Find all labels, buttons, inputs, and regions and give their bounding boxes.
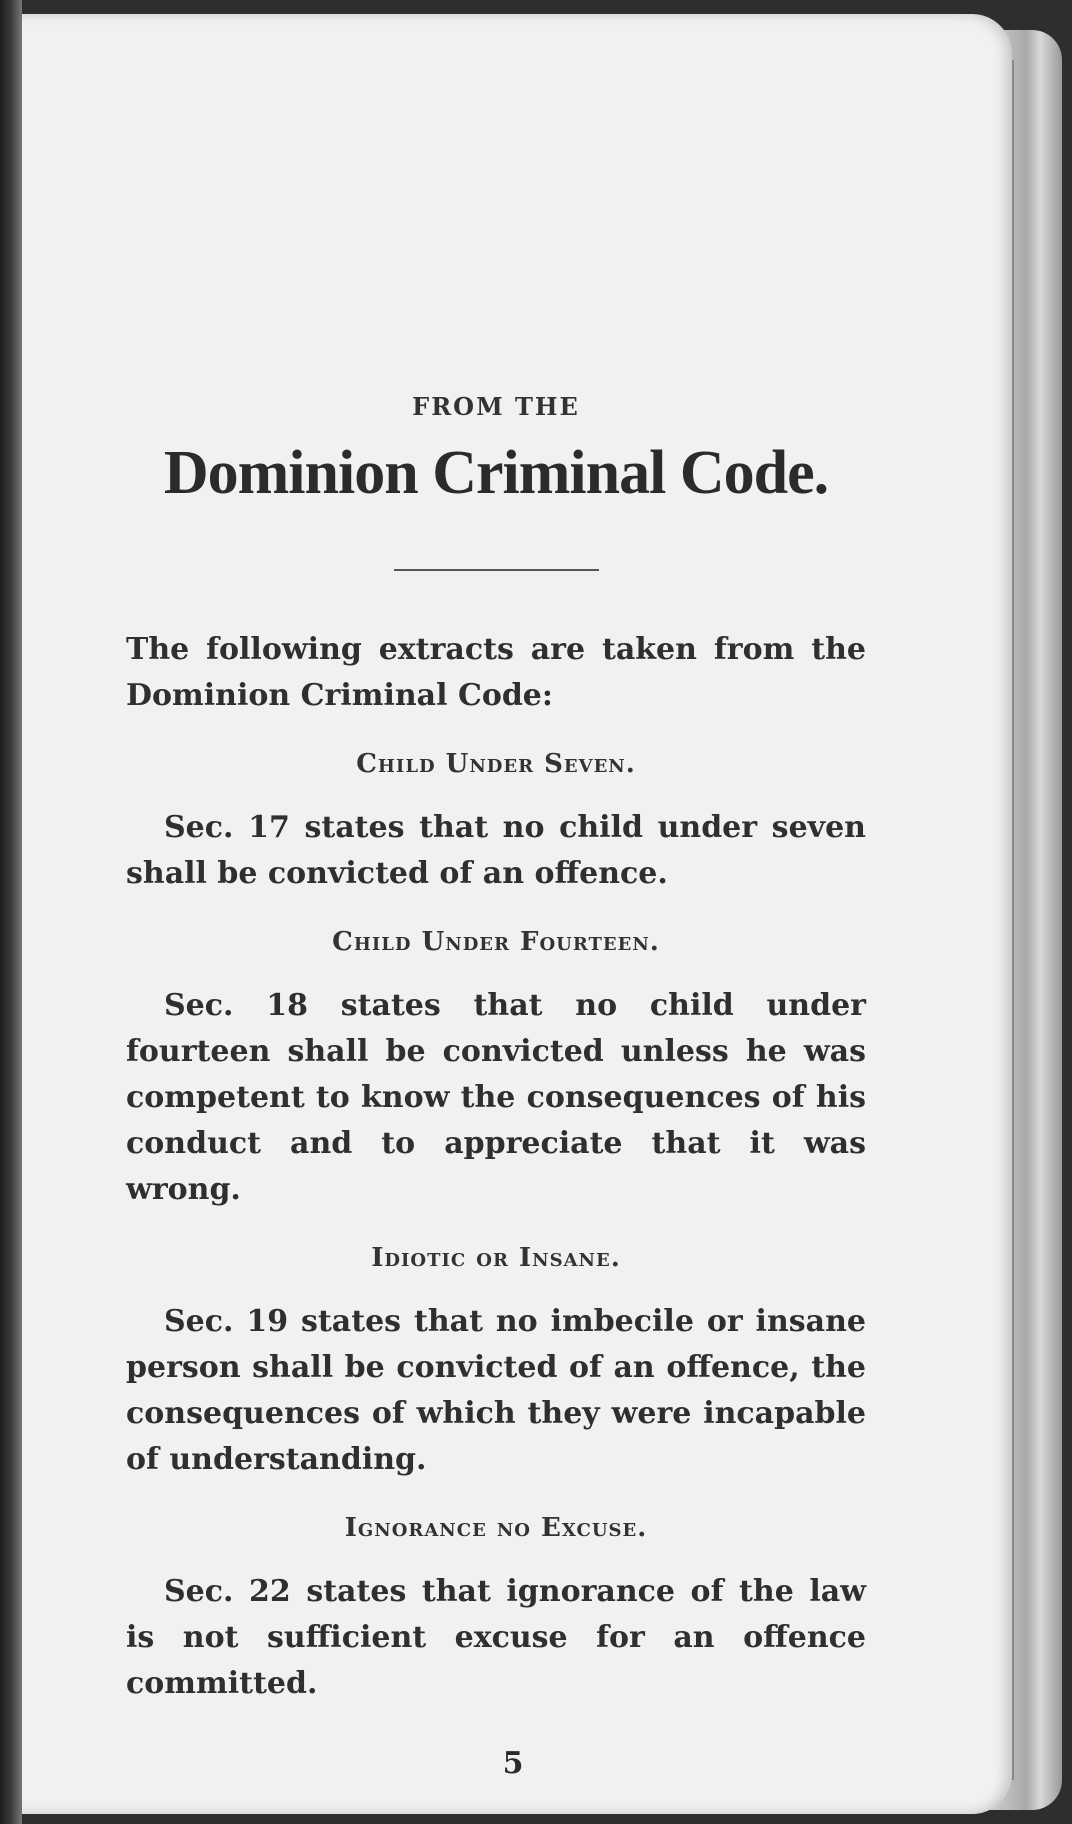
page-content	[126, 392, 866, 1707]
title-divider	[394, 569, 599, 571]
section-idiotic-or-insane	[126, 1243, 866, 1483]
intro-paragraph: The following extracts are taken from the Dominion Criminal Code:	[126, 632, 866, 713]
from-the-label: FROM THE	[412, 392, 580, 421]
book-page	[14, 14, 1012, 1814]
book-binding	[0, 0, 22, 1824]
section-heading: Child Under Fourteen.	[332, 927, 660, 957]
section-child-under-fourteen	[126, 927, 866, 1213]
page-title: Dominion Criminal Code.	[163, 439, 829, 507]
section-body: Sec. 18 states that no child under fourteen shall be convicted unless he was competent to know the consequences of his conduct and to appreciate that it was wrong.	[126, 988, 866, 1207]
page-number: 5	[502, 1746, 524, 1781]
section-heading: Idiotic or Insane.	[371, 1243, 621, 1273]
section-body: Sec. 22 states that ignorance of the law is not sufficient excuse for an offence committed.	[126, 1574, 866, 1701]
section-body: Sec. 19 states that no imbecile or insane person shall be convicted of an offence, the consequences of which they were incapable of understanding.	[126, 1304, 866, 1477]
section-body: Sec. 17 states that no child under seven shall be convicted of an offence.	[126, 810, 866, 891]
section-heading: Ignorance no Excuse.	[344, 1513, 648, 1543]
section-heading: Child Under Seven.	[356, 749, 636, 779]
section-child-under-seven	[126, 749, 866, 897]
section-ignorance-no-excuse	[126, 1513, 866, 1707]
